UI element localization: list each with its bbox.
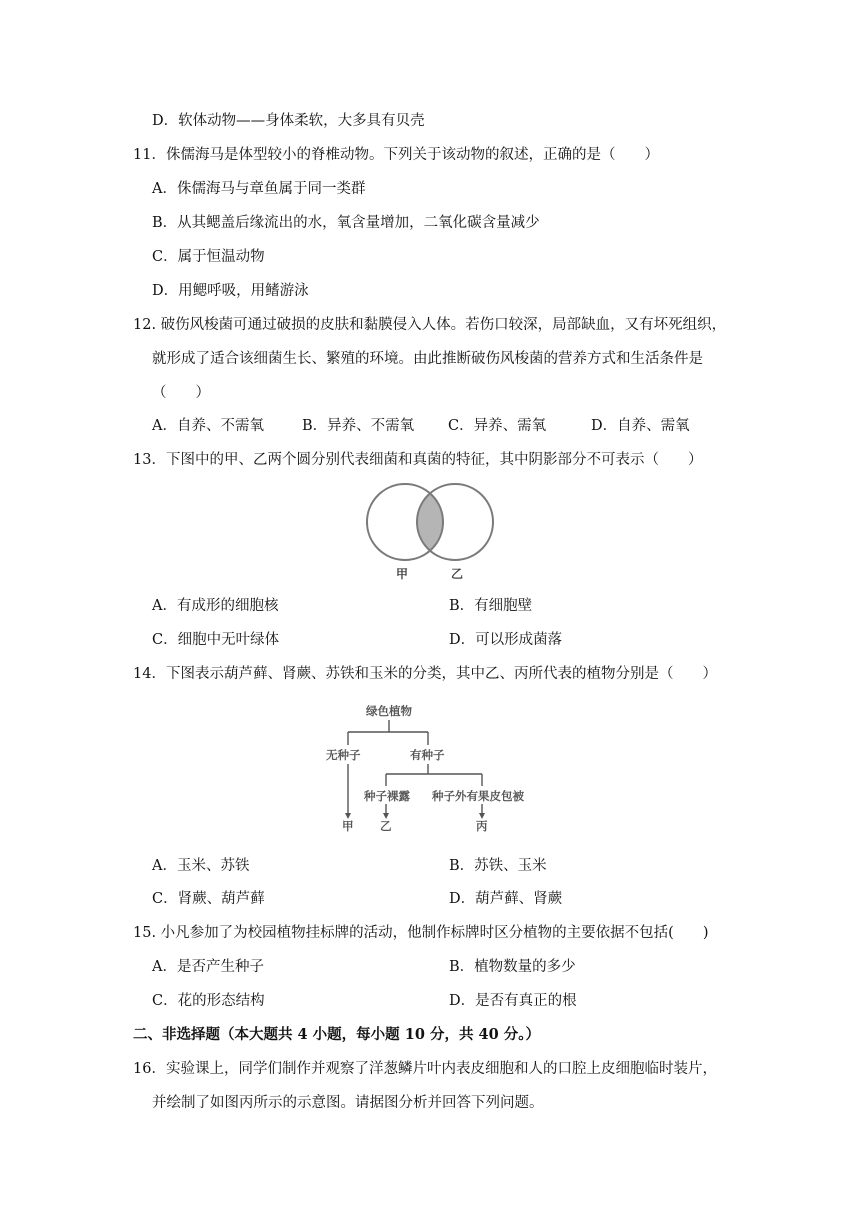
q11-option-d: D．用鳃呼吸，用鳍游泳 <box>152 283 309 299</box>
q13-option-a: A．有成形的细胞核 <box>152 598 279 614</box>
q13-option-c: C．细胞中无叶绿体 <box>152 632 280 648</box>
q15-stem: 15. 小凡参加了为校园植物挂标牌的活动，他制作标牌时区分植物的主要依据不包括( ) <box>133 925 709 941</box>
q11-option-c: C．属于恒温动物 <box>152 249 265 265</box>
q15-option-c: C．花的形态结构 <box>152 993 265 1009</box>
q12-stem-line3: （ ） <box>152 385 210 401</box>
q15-option-b: B．植物数量的多少 <box>449 959 576 975</box>
q12-option-a: A．自养、不需氧 <box>152 418 264 434</box>
tree-label-bing: 丙 <box>476 819 488 833</box>
venn-label-left: 甲 <box>396 567 409 581</box>
venn-label-right: 乙 <box>451 567 464 581</box>
q11-option-b: B．从其鳃盖后缘流出的水，氧含量增加，二氧化碳含量减少 <box>152 215 540 231</box>
tree-no-seed: 无种子 <box>326 748 361 762</box>
q10-option-d: D．软体动物——身体柔软，大多具有贝壳 <box>152 113 425 129</box>
q16-stem-line1: 16．实验课上，同学们制作并观察了洋葱鳞片叶内表皮细胞和人的口腔上皮细胞临时装片， <box>133 1061 717 1077</box>
q11-option-a: A．侏儒海马与章鱼属于同一类群 <box>152 181 366 197</box>
tree-label-yi: 乙 <box>380 819 392 833</box>
q14-option-a: A．玉米、苏铁 <box>152 858 250 874</box>
q16-stem-line2: 并绘制了如图丙所示的示意图。请据图分析并回答下列问题。 <box>152 1095 544 1111</box>
section-2-title: 二、非选择题（本大题共 4 小题，每小题 10 分，共 40 分。） <box>133 1026 540 1043</box>
q15-option-d: D．是否有真正的根 <box>449 993 577 1009</box>
q14-stem: 14．下图表示葫芦藓、肾蕨、苏铁和玉米的分类，其中乙、丙所代表的植物分别是（ ） <box>133 666 717 682</box>
tree-root: 绿色植物 <box>366 704 412 718</box>
q13-option-d: D．可以形成菌落 <box>449 632 563 648</box>
q12-stem-line1: 12. 破伤风梭菌可通过破损的皮肤和黏膜侵入人体。若伤口较深，局部缺血，又有坏死组织， <box>133 317 727 333</box>
q12-option-b: B．异养、不需氧 <box>302 418 415 434</box>
q14-option-c: C．肾蕨、葫芦藓 <box>152 891 265 907</box>
tree-has-seed: 有种子 <box>410 748 445 762</box>
tree-seed-naked: 种子裸露 <box>364 789 410 803</box>
plant-classification-tree <box>320 700 540 840</box>
q14-option-b: B．苏铁、玉米 <box>449 858 547 874</box>
tree-label-jia: 甲 <box>342 819 354 833</box>
tree-seed-covered: 种子外有果皮包被 <box>432 789 524 803</box>
venn-diagram <box>355 478 505 588</box>
q12-option-c: C．异养、需氧 <box>448 418 547 434</box>
q13-option-b: B．有细胞壁 <box>449 598 533 614</box>
q14-option-d: D．葫芦藓、肾蕨 <box>449 891 563 907</box>
q13-stem: 13．下图中的甲、乙两个圆分别代表细菌和真菌的特征，其中阴影部分不可表示（ ） <box>133 452 703 468</box>
q11-stem: 11．侏儒海马是体型较小的脊椎动物。下列关于该动物的叙述，正确的是（ ） <box>133 147 659 163</box>
q15-option-a: A．是否产生种子 <box>152 959 264 975</box>
q12-stem-line2: 就形成了适合该细菌生长、繁殖的环境。由此推断破伤风梭菌的营养方式和生活条件是 <box>152 351 703 367</box>
q12-option-d: D．自养、需氧 <box>591 418 690 434</box>
